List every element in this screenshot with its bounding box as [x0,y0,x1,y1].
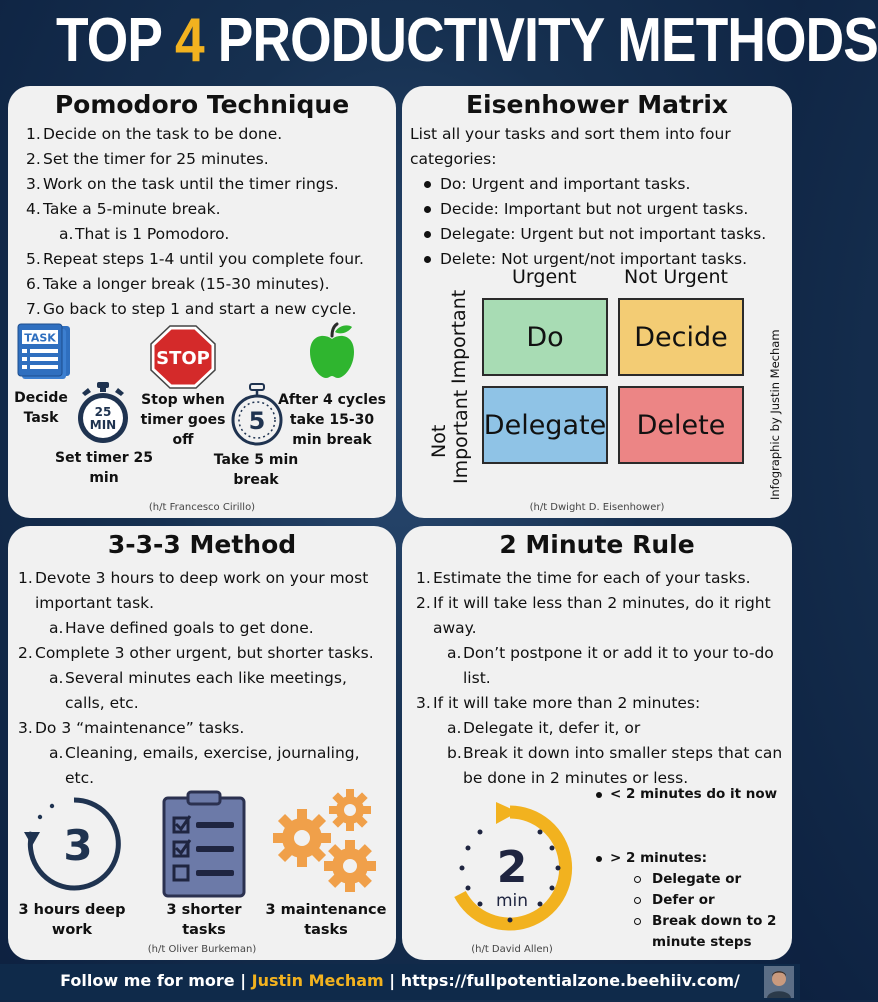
quadrant-decide: Decide [618,298,744,376]
pomodoro-step: 1. Decide on the task to be done. [26,125,283,143]
set-timer-label: Set timer 25 min [55,450,153,486]
row-not-important: Important [450,389,472,484]
sub-bullet: Delegate or [610,869,786,890]
sub-bullet: Break down to 2 minute steps [610,911,786,953]
apple-icon [306,322,358,380]
method-333-title: 3-3-3 Method [107,530,297,559]
eisenhower-title: Eisenhower Matrix [465,90,729,119]
eisenhower-bullets [418,172,790,272]
title-pre: TOP [56,6,176,75]
eisenhower-credit: (h/t Dwight D. Eisenhower) [529,502,665,513]
timer-25-unit: MIN [89,418,117,432]
eisenhower-intro: List all your tasks and sort them into four categories: [410,125,731,168]
two-minute-title: 2 Minute Rule [499,530,695,559]
footer-author: Justin Mecham [251,971,384,990]
stop-text: STOP [156,348,210,369]
two-minute-credit: (h/t David Allen) [471,944,553,955]
method-333-panel [8,526,396,960]
footer-link[interactable]: | https://fullpotentialzone.beehiiv.com/ [383,971,740,990]
column-urgent: Urgent [512,266,577,288]
two-minute-step: 1. Estimate the time for each of your tasks. [416,569,751,587]
after-cycles-label: After 4 cycles take 15-30 min break [278,392,386,448]
two-minute-summary [596,784,786,805]
pomodoro-credit: (h/t Francesco Cirillo) [148,502,256,513]
method-333-credit: (h/t Oliver Burkeman) [147,944,257,955]
pomodoro-step: 4. Take a 5-minute break. [26,200,221,218]
take-break-label: Take 5 min break [213,452,299,488]
gears-icon [270,788,382,900]
pomodoro-substep: a. That is 1 Pomodoro. [59,225,230,243]
timer-25-number: 25 [94,405,112,419]
method-333-step: 1. Devote 3 hours to deep work on your most important task. [18,569,369,612]
two-minute-substep: b. Break it down into smaller steps that can be done in 2 minutes or less. [447,744,783,787]
sub-bullet: Defer or [610,890,786,911]
avatar [764,966,794,998]
method-333-substep: a. Have defined goals to get done. [49,619,314,637]
pomodoro-steps [26,122,392,322]
pomodoro-step: 2. Set the timer for 25 minutes. [26,150,269,168]
title-post: PRODUCTIVITY METHODS [203,6,878,75]
stop-sign-icon [148,324,218,390]
side-credit: Infographic by Justin Mecham [768,329,782,500]
title-number: 4 [175,6,204,75]
two-minute-panel [402,526,792,960]
two-minute-substep: a. Delegate it, defer it, or [447,719,641,737]
two-minute-step: 2. If it will take less than 2 minutes, do it right away. [416,594,771,637]
eisenhower-bullet: Delegate: Urgent but not important tasks. [418,222,790,247]
avatar-icon [764,966,794,998]
footer-pre: Follow me for more | [60,971,252,990]
pomodoro-panel [8,86,396,518]
checklist-icon [160,792,248,898]
more-than-two-bullet: > 2 minutes: Delegate or Defer or Break down to 2 minute steps [596,848,786,953]
row-not-label: Not [428,424,450,458]
quadrant-do: Do [482,298,608,376]
pomodoro-step: 6. Take a longer break (15-30 minutes). [26,275,330,293]
decide-task-label: Decide Task [14,390,68,426]
footer [0,964,800,1000]
two-minute-substep: a. Don’t postpone it or add it to your to-do list. [447,644,774,687]
page-title [56,2,878,80]
three-shorter-label: 3 shorter tasks [166,902,242,938]
method-333-substep: a. Cleaning, emails, exercise, journaling, etc. [49,744,360,787]
task-icon-text: TASK [24,331,56,345]
three-hours-label: 3 hours deep work [18,902,126,938]
clock-2-unit: min [495,891,529,911]
quadrant-delegate: Delegate [482,386,608,464]
two-minute-clock-icon [440,798,580,938]
eisenhower-bullet: Do: Urgent and important tasks. [418,172,790,197]
less-than-two-bullet: < 2 minutes do it now [596,784,786,805]
eisenhower-bullet: Delete: Not urgent/not important tasks. [418,247,790,272]
method-333-step: 2. Complete 3 other urgent, but shorter tasks. [18,644,374,662]
quadrant-delete: Delete [618,386,744,464]
pomodoro-step: 5. Repeat steps 1-4 until you complete four. [26,250,364,268]
row-important: Important [448,289,470,384]
stop-when-label: Stop when timer goes off [140,392,226,448]
clock-2-number: 2 [496,842,528,893]
eisenhower-bullet: Decide: Important but not urgent tasks. [418,197,790,222]
clock-3-icon [22,792,126,896]
pomodoro-title: Pomodoro Technique [54,90,350,119]
stopwatch-number: 5 [248,407,266,435]
timer-25-icon [74,382,132,444]
footer-text [0,971,800,990]
method-333-substep: a. Several minutes each like meetings, calls, etc. [49,669,347,712]
three-maintenance-label: 3 maintenance tasks [265,902,387,938]
column-not-urgent: Not Urgent [624,266,728,288]
two-minute-steps [416,566,786,791]
method-333-step: 3. Do 3 “maintenance” tasks. [18,719,245,737]
two-minute-summary-more [596,848,786,953]
pomodoro-step: 3. Work on the task until the timer rings. [26,175,339,193]
task-list-icon [16,324,76,380]
eisenhower-panel [402,86,792,518]
two-minute-step: 3. If it will take more than 2 minutes: [416,694,701,712]
pomodoro-step: 7. Go back to step 1 and start a new cycle. [26,300,357,318]
clock-3-number: 3 [63,821,93,870]
method-333-steps [18,566,390,791]
